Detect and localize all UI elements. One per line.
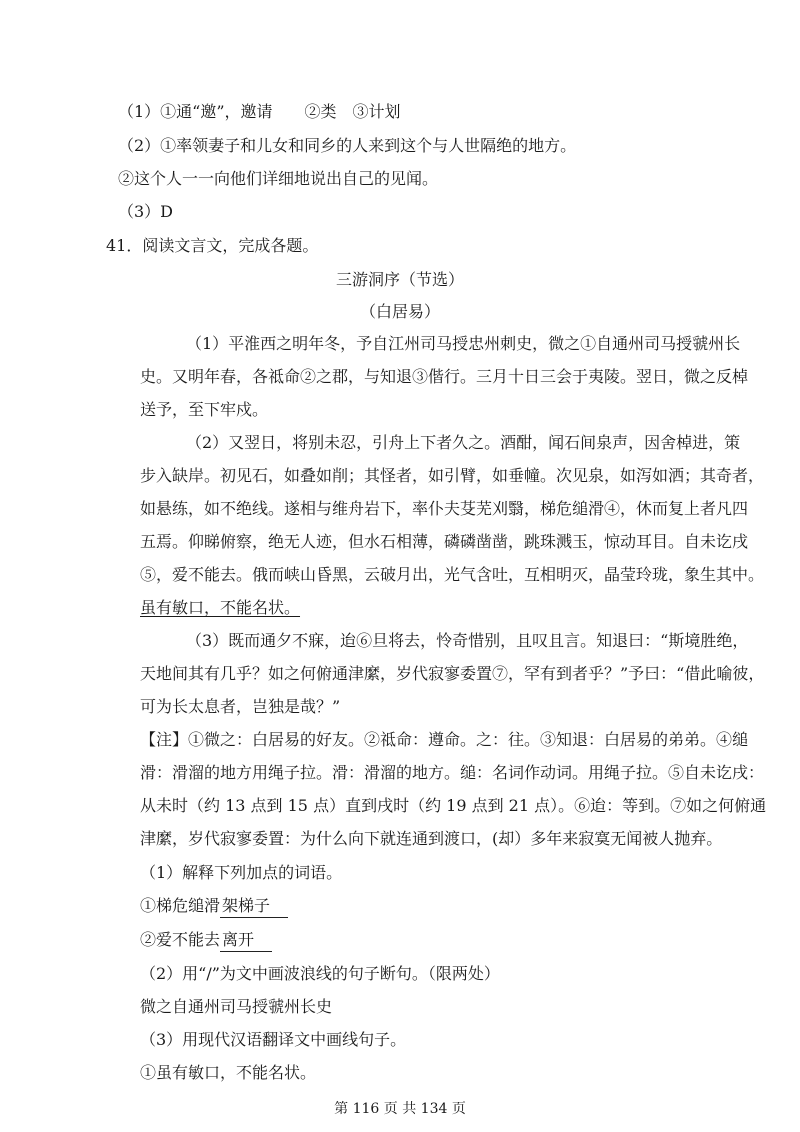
- page-footer: 第 116 页 共 134 页: [334, 1101, 466, 1117]
- passage-p1-line: （1）平淮西之明年冬，予自江州司马授忠州刺史，微之①自通州司马授虢州长: [186, 334, 741, 353]
- passage-p2-line: 五焉。仰睇俯察，绝无人迹，但水石相薄，磷磷凿凿，跳珠溅玉，惊动耳目。自未讫戌: [140, 532, 749, 551]
- sub-question-1b-prompt: ②爱不能去: [140, 930, 221, 949]
- underlined-sentence: 虽有敏口，不能名状。: [140, 598, 301, 617]
- passage-author: （白居易）: [359, 302, 440, 321]
- passage-p2-line: ⑤，爱不能去。俄而峡山昏黑，云破月出，光气含吐，互相明灭，晶莹玲珑，象生其中。: [140, 565, 765, 584]
- question-41-heading: 41．阅读文言文，完成各题。: [106, 236, 319, 255]
- sub-question-3a: ①虽有敏口，不能名状。: [140, 1063, 317, 1082]
- note-line: 津縻，岁代寂寥委置：为什么向下就连通到渡口，(却）多年来寂寞无闻被人抛弃。: [140, 829, 723, 848]
- sub-question-1a: [140, 895, 288, 918]
- passage-p3-line: 可为长太息者，岂独是哉？”: [140, 697, 341, 716]
- passage-p1-line: 史。又明年春，各祗命②之郡，与知退③偕行。三月十日三会于夷陵。翌日，微之反棹: [140, 367, 749, 386]
- sub-question-2-sentence: 微之自通州司马授虢州长史: [140, 997, 333, 1016]
- answer-line-2: （2）①率领妻子和儿女和同乡的人来到这个与人世隔绝的地方。: [118, 136, 577, 155]
- sub-question-2: （2）用“/”为文中画波浪线的句子断句。（限两处）: [140, 964, 500, 983]
- passage-title: 三游洞序（节选）: [335, 270, 464, 289]
- sub-question-1: （1）解释下列加点的词语。: [140, 863, 343, 882]
- passage-p3-line: （3）既而通夕不寐，迨⑥旦将去，怜奇惜别，且叹且言。知退曰：“斯境胜绝，: [186, 631, 749, 650]
- answer-blank-1a: 架梯子: [220, 895, 288, 918]
- passage-p2-line: 步入缺岸。初见石，如叠如削；其怪者，如引臂，如垂幢。次见泉，如泻如洒；其奇者，: [140, 466, 765, 485]
- answer-blank-1b: 离开: [220, 929, 272, 952]
- sub-question-1a-prompt: ①梯危缒滑: [140, 896, 221, 915]
- answer-line-1: （1）①通“邀”，邀请 ②类 ③计划: [118, 102, 401, 121]
- note-line: 【注】①微之：白居易的好友。②祗命：遵命。之：往。③知退：白居易的弟弟。④缒: [140, 730, 749, 749]
- note-line: 从未时（约 13 点到 15 点）直到戌时（约 19 点到 21 点）。⑥迨：等到。⑦如之何俯通: [140, 796, 767, 815]
- passage-p1-line: 送予，至下牢戍。: [140, 400, 269, 419]
- sub-question-1b: [140, 929, 272, 952]
- answer-line-3: ②这个人一一向他们详细地说出自己的见闻。: [118, 169, 439, 188]
- passage-p2-line: 如悬练，如不绝线。遂相与维舟岩下，率仆夫芟芜刈翳，梯危缒滑④，休而复上者凡四: [140, 499, 749, 518]
- answer-line-4: （3）D: [118, 202, 174, 221]
- sub-question-3: （3）用现代汉语翻译文中画线句子。: [140, 1030, 407, 1049]
- note-line: 滑：滑溜的地方用绳子拉。滑：滑溜的地方。缒：名词作动词。用绳子拉。⑤自未讫戌：: [140, 763, 765, 782]
- passage-p3-line: 天地间其有几乎？如之何俯通津縻，岁代寂寥委置⑦，罕有到者乎？”予曰：“借此喻彼，: [140, 664, 765, 683]
- passage-p2-line: （2）又翌日，将别未忍，引舟上下者久之。酒酣，闻石间泉声，因舍棹进，策: [186, 433, 741, 452]
